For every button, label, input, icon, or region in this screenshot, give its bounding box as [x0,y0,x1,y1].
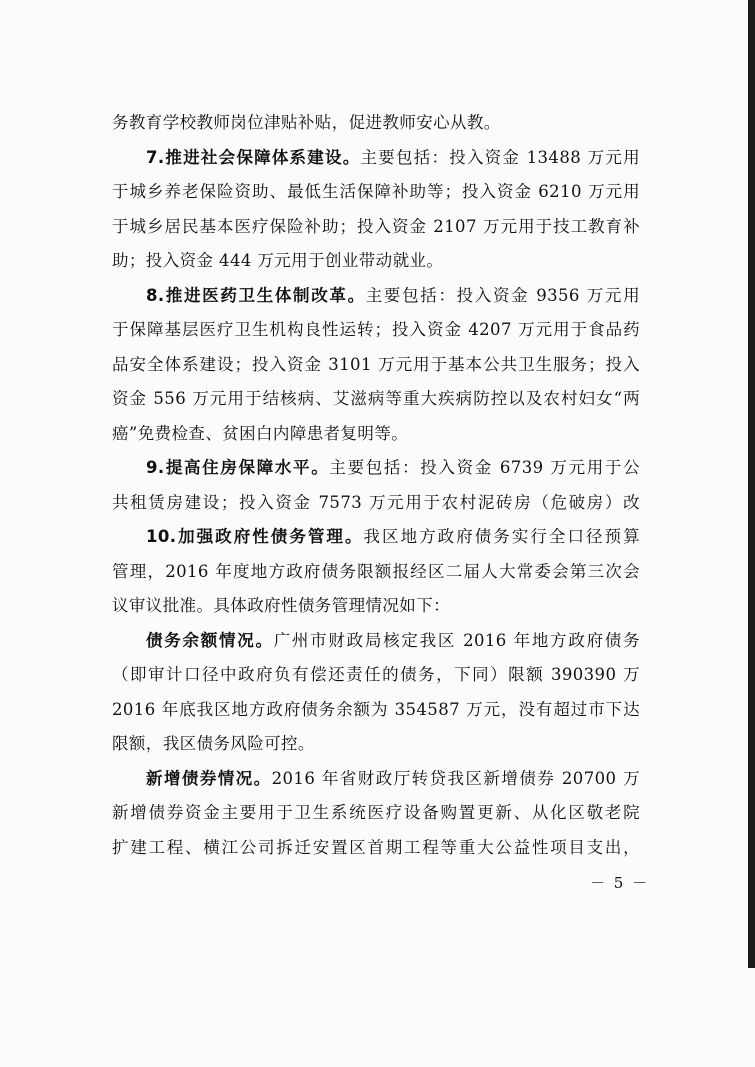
paragraph-line: 扩建工程、横江公司拆迁安置区首期工程等重大公益性项目支出， [112,837,640,857]
paragraph-line: 议审议批准。具体政府性债务管理情况如下： [112,596,450,615]
scan-edge-shadow [748,0,755,968]
paragraph-line: 管理，2016 年度地方政府债务限额报经区二届人大常委会第三次会 [112,561,640,581]
section-8-heading-line: 8.推进医药卫生体制改革。主要包括：投入资金 9356 万元用 [146,285,640,305]
paragraph-line: 助；投入资金 444 万元用于创业带动就业。 [112,251,444,270]
paragraph-line: 新增债券资金主要用于卫生系统医疗设备购置更新、从化区敬老院 [112,803,640,822]
section-8-heading: 8.推进医药卫生体制改革。 [146,285,366,305]
paragraph-line: 2016 年底我区地方政府债务余额为 354587 万元，没有超过市下达 [112,699,640,719]
paragraph-line: 于保障基层医疗卫生机构良性运转；投入资金 4207 万元用于食品药 [112,320,640,339]
new-bonds-heading-line: 新增债券情况。2016 年省财政厅转贷我区新增债券 20700 万 [146,768,640,788]
paragraph-line: 品安全体系建设；投入资金 3101 万元用于基本公共卫生服务；投入 [112,354,640,374]
paragraph-line: 共租赁房建设；投入资金 7573 万元用于农村泥砖房（危破房）改 [112,492,640,512]
debt-balance-heading-line: 债务余额情况。广州市财政局核定我区 2016 年地方政府债务 [146,630,640,650]
body-text [112,106,640,865]
page-number: － 5 － [590,874,650,892]
section-9-heading-line: 9.提高住房保障水平。主要包括：投入资金 6739 万元用于公 [146,458,640,477]
paragraph-line: 于城乡养老保险资助、最低生活保障补助等；投入资金 6210 万元用 [112,182,640,201]
paragraph-line: 资金 556 万元用于结核病、艾滋病等重大疾病防控以及农村妇女“两 [112,389,640,408]
paragraph-line: 务教育学校教师岗位津贴补贴，促进教师安心从教。 [112,113,501,132]
section-10-heading-line: 10.加强政府性债务管理。我区地方政府债务实行全口径预算 [146,527,640,546]
section-7-heading-line: 7.推进社会保障体系建设。主要包括：投入资金 13488 万元用 [146,147,640,167]
paragraph-line: 限额，我区债务风险可控。 [112,734,315,753]
section-7-heading: 7.推进社会保障体系建设。 [146,147,361,167]
paragraph-line: （即审计口径中政府负有偿还责任的债务，下同）限额 390390 万 [112,665,640,684]
section-10-heading: 10.加强政府性债务管理。 [146,527,364,546]
new-bonds-heading: 新增债券情况。 [146,768,272,788]
section-9-heading: 9.提高住房保障水平。 [146,458,330,477]
debt-balance-heading: 债务余额情况。 [146,630,274,650]
paragraph-line: 于城乡居民基本医疗保险补助；投入资金 2107 万元用于技工教育补 [112,216,640,236]
paragraph-line: 癌”免费检查、贫困白内障患者复明等。 [112,423,409,443]
